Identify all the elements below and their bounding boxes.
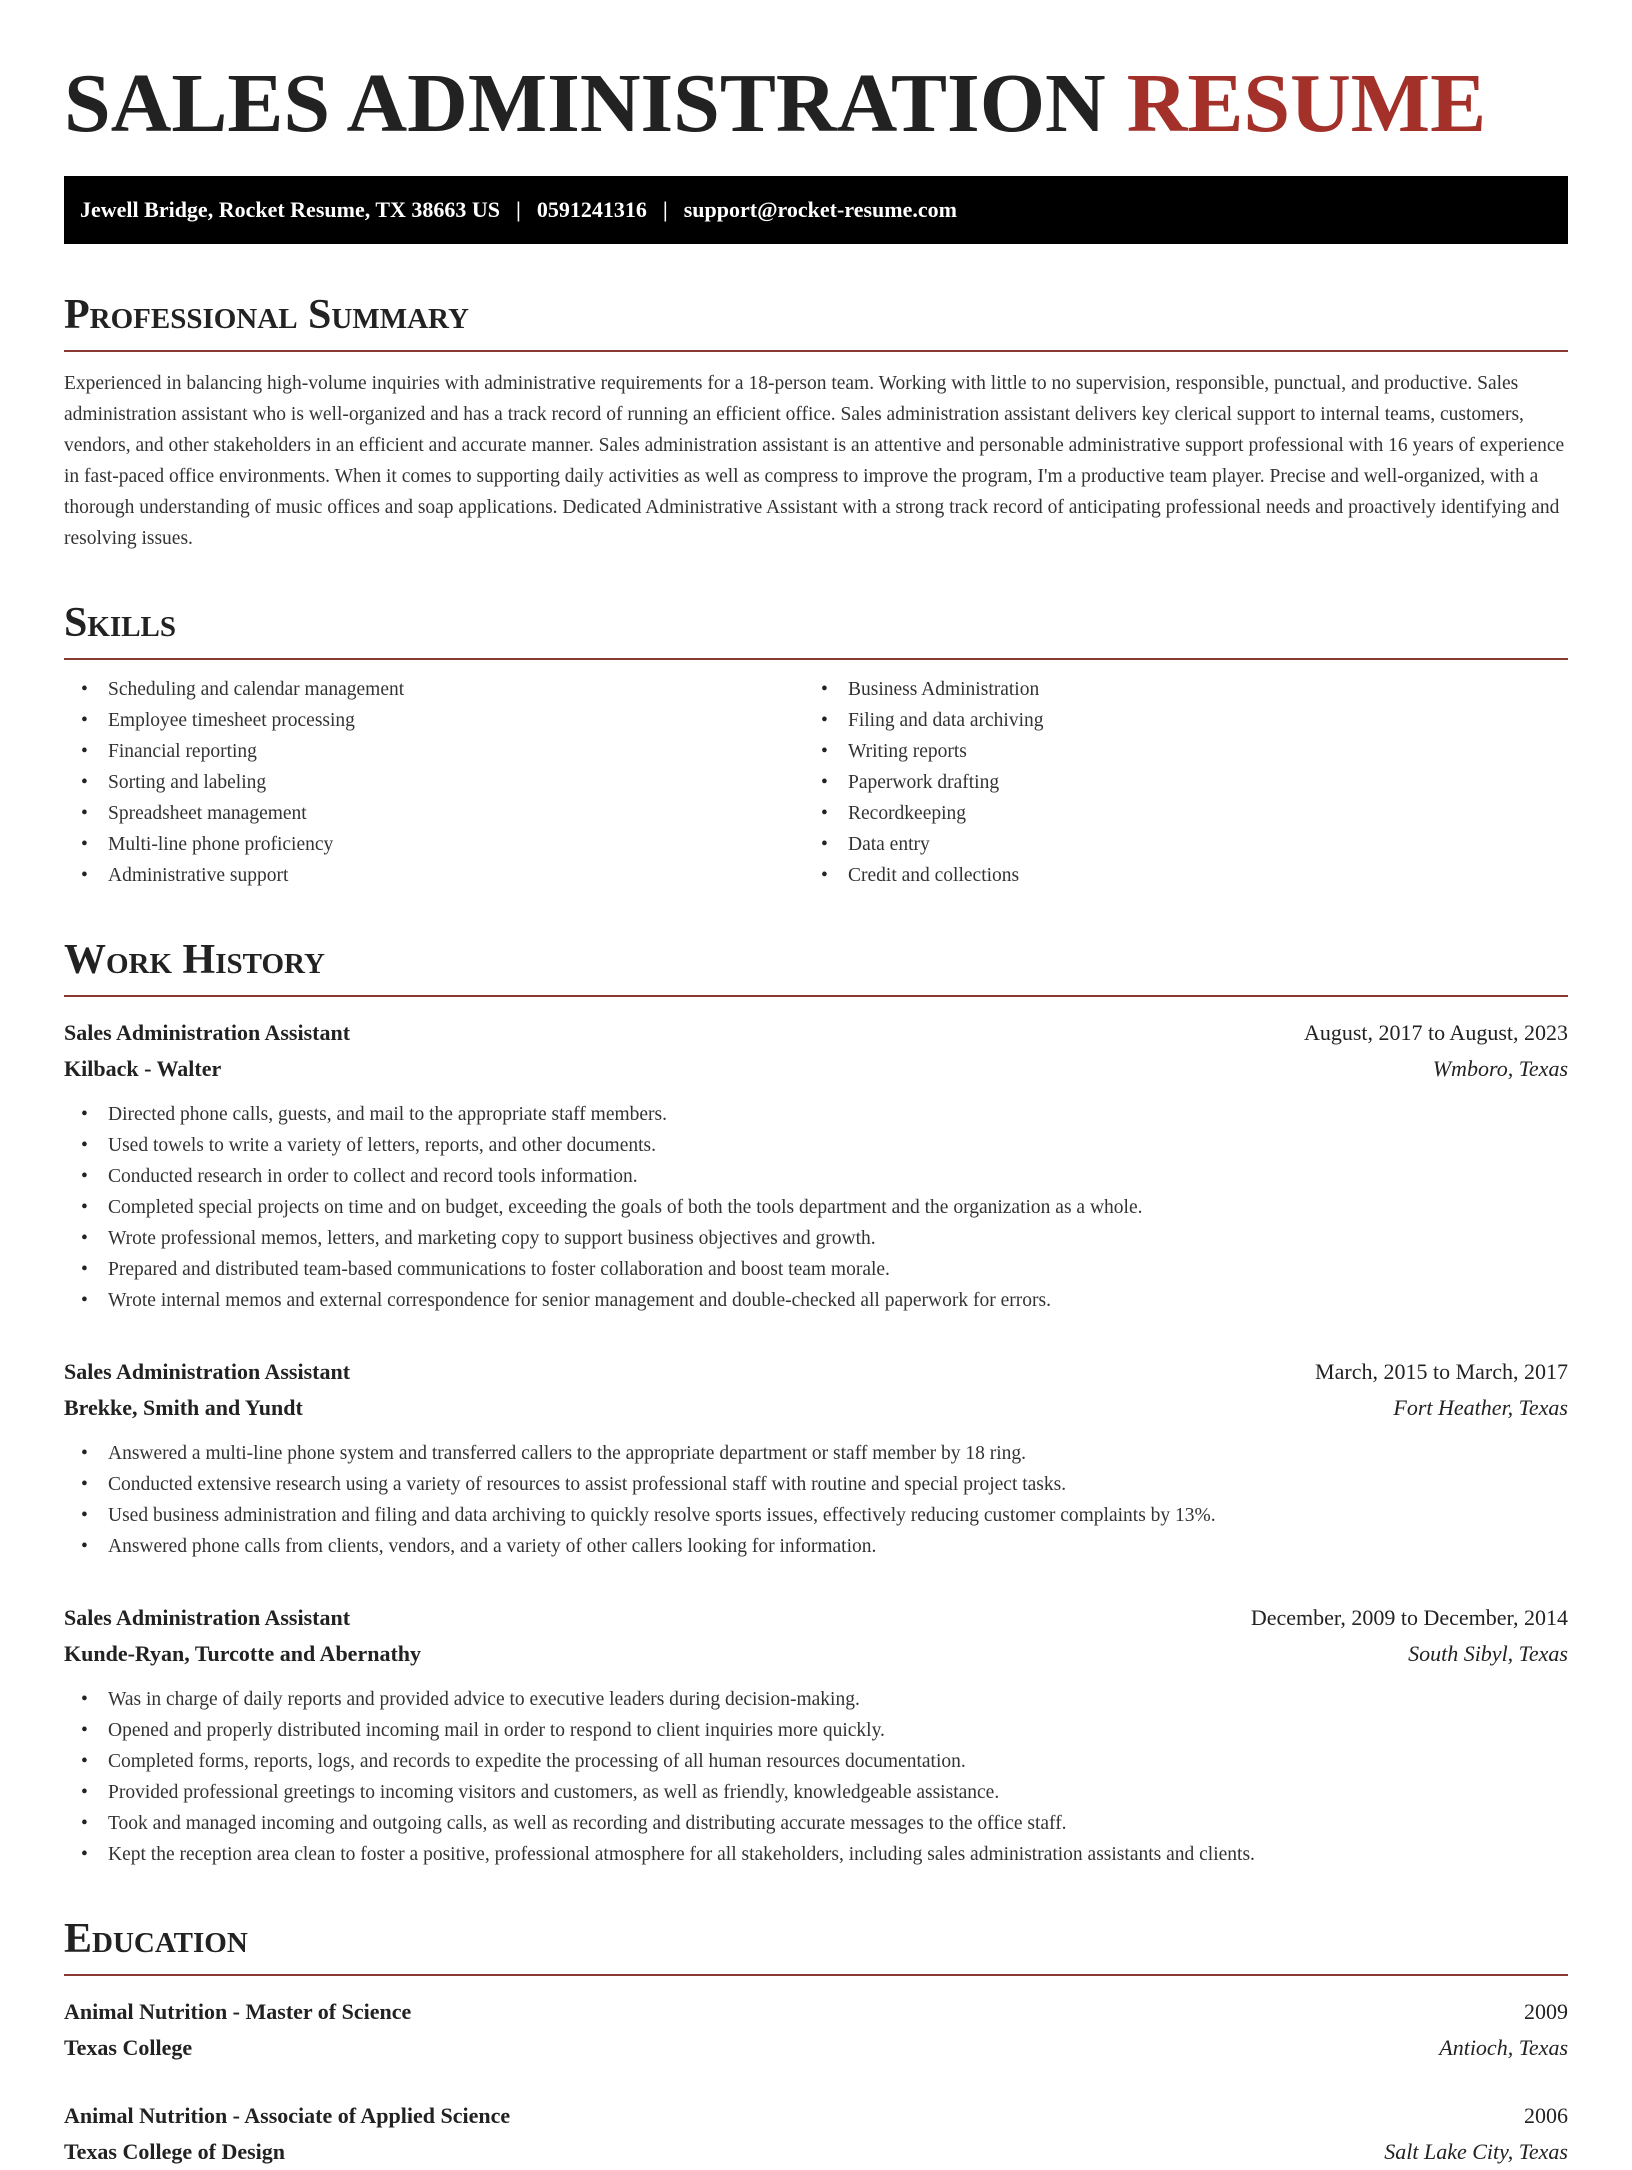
contact-bar bbox=[64, 176, 1568, 244]
job-location: Fort Heather, Texas bbox=[1393, 1395, 1568, 1420]
job-bullet: • Conducted research in order to collect and record tools information. bbox=[64, 1161, 1568, 1192]
education-school: Texas College of Design bbox=[64, 2139, 286, 2164]
skills-column-left bbox=[64, 674, 804, 891]
skill-item: • Sorting and labeling bbox=[64, 767, 804, 798]
job-bullet: • Answered a multi-line phone system and transferred callers to the appropriate department or staff member by 18 ring. bbox=[64, 1438, 1568, 1469]
job-bullets bbox=[64, 1684, 1568, 1870]
work-history-heading: Work History bbox=[64, 935, 1568, 997]
skill-item: • Scheduling and calendar management bbox=[64, 674, 804, 705]
job-location: South Sibyl, Texas bbox=[1408, 1641, 1568, 1666]
contact-separator: | bbox=[516, 197, 521, 222]
job-entry bbox=[64, 1600, 1568, 1870]
education-year: 2009 bbox=[1524, 1999, 1568, 2024]
job-bullet: • Directed phone calls, guests, and mail to the appropriate staff members. bbox=[64, 1099, 1568, 1130]
education-heading: Education bbox=[64, 1914, 1568, 1976]
contact-phone: 0591241316 bbox=[536, 197, 647, 222]
skill-item: • Multi-line phone proficiency bbox=[64, 829, 804, 860]
contact-address: Jewell Bridge, Rocket Resume, TX 38663 US bbox=[80, 197, 500, 222]
job-bullet: • Used towels to write a variety of letters, reports, and other documents. bbox=[64, 1130, 1568, 1161]
job-bullet: • Used business administration and filing and data archiving to quickly resolve sports issues, effectively reducing customer complaints by 13%. bbox=[64, 1500, 1568, 1531]
job-bullet: • Wrote professional memos, letters, and marketing copy to support business objectives and growth. bbox=[64, 1223, 1568, 1254]
job-dates: December, 2009 to December, 2014 bbox=[1250, 1605, 1568, 1630]
job-bullet: • Took and managed incoming and outgoing calls, as well as recording and distributing accurate messages to the office staff. bbox=[64, 1808, 1568, 1839]
title-main: SALES ADMINISTRATION bbox=[64, 57, 1106, 150]
job-location: Wmboro, Texas bbox=[1432, 1056, 1568, 1081]
job-bullet: • Completed forms, reports, logs, and records to expedite the processing of all human resources documentation. bbox=[64, 1746, 1568, 1777]
education-entry bbox=[64, 1994, 1568, 2066]
skills-heading: Skills bbox=[64, 598, 1568, 660]
job-company: Kilback - Walter bbox=[64, 1056, 222, 1081]
skill-item: • Credit and collections bbox=[804, 860, 1544, 891]
job-bullets bbox=[64, 1438, 1568, 1562]
skill-item: • Data entry bbox=[804, 829, 1544, 860]
job-bullet: • Kept the reception area clean to foster a positive, professional atmosphere for all stakeholders, including sales administration assistants and clients. bbox=[64, 1839, 1568, 1870]
skills-column-right bbox=[804, 674, 1544, 891]
resume-title bbox=[64, 56, 1568, 152]
skill-item: • Spreadsheet management bbox=[64, 798, 804, 829]
job-company: Kunde-Ryan, Turcotte and Abernathy bbox=[64, 1641, 422, 1666]
job-title: Sales Administration Assistant bbox=[64, 1020, 351, 1045]
job-bullet: • Was in charge of daily reports and provided advice to executive leaders during decision-making. bbox=[64, 1684, 1568, 1715]
education-school: Texas College bbox=[64, 2035, 193, 2060]
education-degree: Animal Nutrition - Associate of Applied Science bbox=[64, 2103, 511, 2128]
education-entry bbox=[64, 2098, 1568, 2170]
job-title: Sales Administration Assistant bbox=[64, 1605, 351, 1630]
job-bullet: • Conducted extensive research using a variety of resources to assist professional staff with routine and special project tasks. bbox=[64, 1469, 1568, 1500]
skill-item: • Employee timesheet processing bbox=[64, 705, 804, 736]
title-accent: RESUME bbox=[1126, 57, 1487, 150]
skill-item: • Filing and data archiving bbox=[804, 705, 1544, 736]
summary-text: Experienced in balancing high-volume inquiries with administrative requirements for a 18-person team. Working with little to no supervision, responsible, punctual, and productive. Sales administration assistant who is well-organized and has a track record of running an efficient office. Sales administration assistant delivers key clerical support to internal teams, customers, vendors, and other stakeholders in an efficient and accurate manner. Sales administration assistant is an attentive and personable administrative support professional with 16 years of experience in fast-paced office environments. When it comes to supporting daily activities as well as compress to improve the program, I'm a productive team player. Precise and well-organized, with a thorough understanding of music offices and soap applications. Dedicated Administrative Assistant with a strong track record of anticipating professional needs and proactively identifying and resolving issues. bbox=[64, 373, 1565, 549]
education-degree: Animal Nutrition - Master of Science bbox=[64, 1999, 412, 2024]
education-location: Antioch, Texas bbox=[1439, 2035, 1568, 2060]
skill-item: • Recordkeeping bbox=[804, 798, 1544, 829]
job-bullet: • Provided professional greetings to incoming visitors and customers, as well as friendly, knowledgeable assistance. bbox=[64, 1777, 1568, 1808]
skill-item: • Paperwork drafting bbox=[804, 767, 1544, 798]
job-dates: August, 2017 to August, 2023 bbox=[1303, 1020, 1568, 1045]
job-bullets bbox=[64, 1099, 1568, 1316]
education-location: Salt Lake City, Texas bbox=[1384, 2139, 1568, 2164]
resume-page bbox=[64, 0, 1568, 2170]
skill-item: • Writing reports bbox=[804, 736, 1544, 767]
job-title: Sales Administration Assistant bbox=[64, 1359, 351, 1384]
job-bullet: • Answered phone calls from clients, vendors, and a variety of other callers looking for information. bbox=[64, 1531, 1568, 1562]
job-company: Brekke, Smith and Yundt bbox=[64, 1395, 303, 1420]
summary-heading: Professional Summary bbox=[64, 290, 1568, 352]
job-entry bbox=[64, 1015, 1568, 1316]
skill-item: • Business Administration bbox=[804, 674, 1544, 705]
job-dates: March, 2015 to March, 2017 bbox=[1315, 1359, 1568, 1384]
job-bullet: • Wrote internal memos and external correspondence for senior management and double-checked all paperwork for errors. bbox=[64, 1285, 1568, 1316]
skill-item: • Administrative support bbox=[64, 860, 804, 891]
contact-separator: | bbox=[662, 197, 668, 222]
job-bullet: • Opened and properly distributed incoming mail in order to respond to client inquiries more quickly. bbox=[64, 1715, 1568, 1746]
skill-item: • Financial reporting bbox=[64, 736, 804, 767]
job-entry bbox=[64, 1354, 1568, 1562]
job-bullet: • Prepared and distributed team-based communications to foster collaboration and boost team morale. bbox=[64, 1254, 1568, 1285]
skills-list bbox=[64, 674, 1568, 891]
education-year: 2006 bbox=[1524, 2103, 1568, 2128]
job-bullet: • Completed special projects on time and on budget, exceeding the goals of both the tools department and the organization as a whole. bbox=[64, 1192, 1568, 1223]
contact-email: support@rocket-resume.com bbox=[683, 197, 957, 222]
